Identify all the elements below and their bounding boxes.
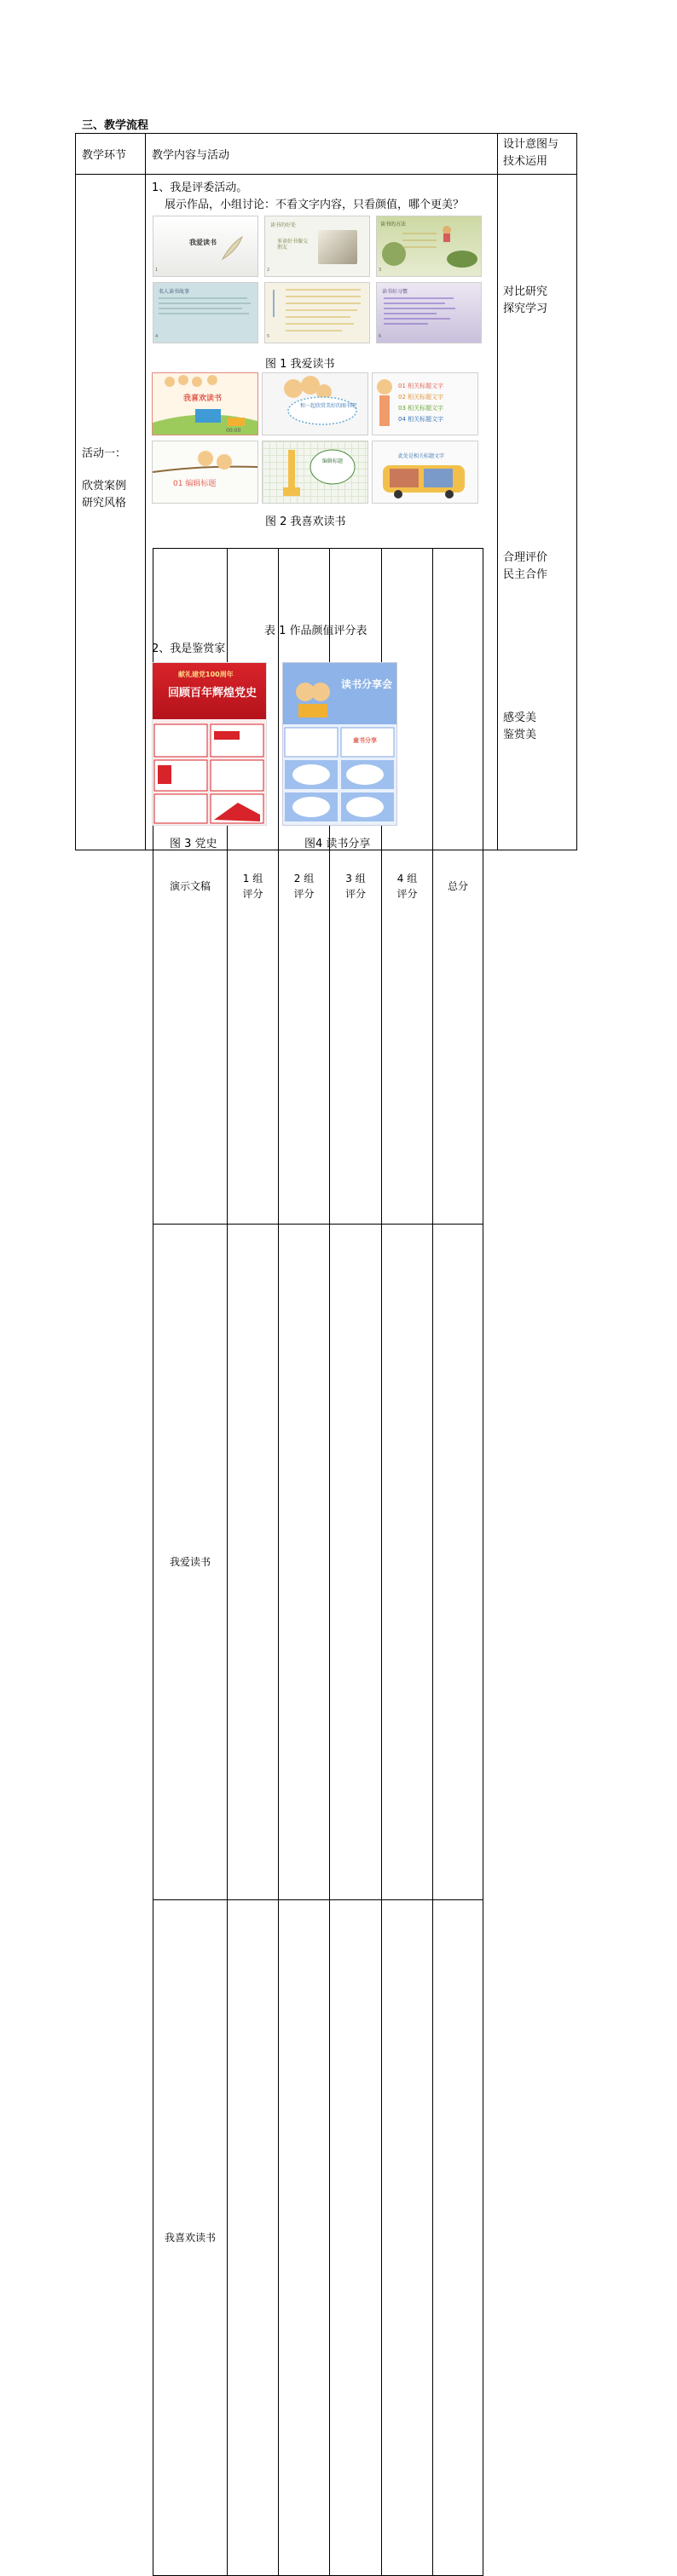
score-h1a: 1 组 bbox=[242, 873, 263, 885]
fig4-slide-collage bbox=[282, 662, 397, 826]
item1-desc: 展示作品，小组讨论：不看文字内容，只看颜值，哪个更美？ bbox=[165, 199, 465, 211]
activity-line1: 活动一： bbox=[82, 447, 127, 460]
slide-number: 2 bbox=[267, 268, 270, 273]
fig2-slide-3 bbox=[372, 372, 478, 435]
fig2-slide2-text: 和一起欣赏美好的图书吧 bbox=[300, 403, 357, 409]
fig4-title: 读书分享会 bbox=[341, 678, 393, 690]
slide-number: 4 bbox=[155, 334, 159, 339]
table-caption: 表 1 作品颜值评分表 bbox=[264, 625, 367, 637]
intent-c1: 感受美 bbox=[503, 712, 537, 724]
score-cell bbox=[228, 1225, 279, 1900]
score-h-group4 bbox=[382, 549, 433, 1225]
slide-number: 1 bbox=[155, 268, 159, 273]
fig2-caption: 图 2 我喜欢读书 bbox=[265, 516, 346, 528]
fig3-banner-small: 献礼建党100周年 bbox=[178, 671, 234, 678]
item2-title: 2、我是鉴赏家 bbox=[152, 643, 226, 655]
fig1-slide-1 bbox=[153, 216, 258, 277]
fig1-slide3-title: 读书的方法 bbox=[380, 222, 407, 228]
fig2-slide6-text: 此处是相关标题文字 bbox=[398, 453, 445, 459]
score-h-doc: 演示文稿 bbox=[153, 549, 228, 1225]
fig1-slide2-text1: 多读好书像交 bbox=[277, 239, 309, 245]
header-content: 教学内容与活动 bbox=[146, 134, 498, 175]
intent-b2: 民主合作 bbox=[503, 568, 548, 581]
score-h-group2 bbox=[279, 549, 330, 1225]
fig3-slide-collage bbox=[152, 662, 267, 826]
fig2-slide-5 bbox=[262, 441, 368, 504]
header-intent-line1: 设计意图与 bbox=[503, 138, 559, 151]
table-body-row bbox=[76, 175, 577, 850]
score-cell bbox=[433, 1900, 483, 2576]
book-photo bbox=[318, 230, 357, 264]
table-row bbox=[153, 1900, 483, 2576]
feather-icon bbox=[218, 235, 244, 261]
table-header-row bbox=[76, 134, 577, 175]
slide-number: 5 bbox=[267, 334, 270, 339]
fig2-slide-2 bbox=[262, 372, 368, 435]
fig2-s3-item1: 01 相关标题文字 bbox=[398, 383, 444, 389]
item1-title: 1、我是评委活动。 bbox=[152, 182, 248, 194]
header-intent bbox=[498, 134, 577, 175]
score-cell bbox=[382, 1225, 433, 1900]
bus-photo-illustration bbox=[373, 441, 477, 503]
table-row bbox=[153, 1225, 483, 1900]
fig1-slide6-title: 读书好习惯 bbox=[382, 289, 408, 295]
tree-swing-illustration bbox=[377, 216, 481, 276]
fig1-slide-5 bbox=[264, 282, 370, 343]
score-h-total: 总分 bbox=[433, 549, 483, 1225]
fig4-caption: 图4 读书分享 bbox=[304, 838, 371, 850]
fig2-slide-6 bbox=[372, 441, 478, 504]
fig3-banner-big: 回顾百年辉煌党史 bbox=[168, 687, 257, 700]
score-h4b: 评分 bbox=[396, 888, 418, 900]
header-stage: 教学环节 bbox=[76, 134, 146, 175]
score-h3b: 评分 bbox=[344, 888, 366, 900]
content-cell bbox=[146, 175, 498, 2244]
book-sharing-slides bbox=[283, 663, 396, 825]
fig1-slide2-title: 读书的好处 bbox=[270, 222, 297, 228]
slide-number: 6 bbox=[379, 334, 382, 339]
fig1-caption: 图 1 我爱读书 bbox=[265, 358, 335, 371]
fig2-slide5-text: 编辑标题 bbox=[322, 458, 344, 464]
fig2-time: 00:00 bbox=[226, 428, 241, 434]
intent-c2: 鉴赏美 bbox=[503, 729, 537, 741]
fig3-caption: 图 3 党史 bbox=[170, 838, 217, 850]
fig2-slide4-text: 01 编辑标题 bbox=[173, 480, 217, 488]
fig1-slide2-text2: 朋友 bbox=[277, 245, 288, 251]
intent-a2: 探究学习 bbox=[503, 303, 548, 315]
score-cell bbox=[330, 1225, 382, 1900]
text-lines-decoration bbox=[153, 283, 257, 343]
score-cell bbox=[279, 1225, 330, 1900]
kids-bus-illustration bbox=[153, 373, 257, 435]
fig1-slide4-title: 名人读书故事 bbox=[159, 289, 190, 295]
slide-number: 3 bbox=[379, 268, 382, 273]
fig2-slide1-title: 我喜欢读书 bbox=[183, 395, 223, 403]
intent-b1: 合理评价 bbox=[503, 551, 548, 564]
score-cell bbox=[433, 1225, 483, 1900]
fig4-badge: 童书分享 bbox=[353, 737, 377, 744]
score-cell bbox=[382, 1900, 433, 2576]
fig1-slide-6 bbox=[376, 282, 482, 343]
kids-branch-illustration bbox=[153, 441, 257, 503]
giraffe-illustration bbox=[263, 441, 367, 503]
text-lines-decoration bbox=[377, 283, 481, 343]
score-h-group1 bbox=[228, 549, 279, 1225]
fig2-s3-item3: 03 相关标题文字 bbox=[398, 405, 444, 412]
score-cell bbox=[279, 1900, 330, 2576]
party-history-slides bbox=[153, 663, 266, 825]
score-h-group3 bbox=[330, 549, 382, 1225]
fig2-s3-item4: 04 相关标题文字 bbox=[398, 416, 444, 423]
header-intent-line2: 技术运用 bbox=[503, 155, 548, 168]
score-table bbox=[153, 548, 483, 2576]
fig1-slide-4 bbox=[153, 282, 258, 343]
score-h2a: 2 组 bbox=[293, 873, 315, 885]
score-cell bbox=[330, 1900, 382, 2576]
fig1-slide-3 bbox=[376, 216, 482, 277]
score-h1b: 评分 bbox=[242, 888, 263, 900]
fig1-slide1-title: 我爱读书 bbox=[189, 239, 217, 246]
activity-line2: 欣赏案例 bbox=[82, 480, 127, 493]
fig2-slide-4 bbox=[152, 441, 258, 504]
score-row1-label: 我爱读书 bbox=[153, 1225, 228, 1900]
text-lines-decoration bbox=[265, 283, 369, 343]
stage-cell bbox=[76, 175, 146, 850]
score-row2-label: 我喜欢读书 bbox=[153, 1900, 228, 2576]
teaching-flow-table bbox=[75, 133, 577, 2244]
fig2-s3-item2: 02 相关标题文字 bbox=[398, 394, 444, 401]
score-h3a: 3 组 bbox=[345, 873, 366, 885]
activity-line3: 研究风格 bbox=[82, 497, 127, 510]
intent-cell bbox=[498, 175, 577, 850]
score-h2b: 评分 bbox=[293, 888, 315, 900]
score-cell bbox=[228, 1900, 279, 2576]
section-title: 三、教学流程 bbox=[82, 119, 149, 132]
score-h4a: 4 组 bbox=[396, 873, 418, 885]
fig2-slide-1 bbox=[152, 372, 258, 435]
intent-a1: 对比研究 bbox=[503, 285, 548, 298]
fig1-slide-2 bbox=[264, 216, 370, 277]
